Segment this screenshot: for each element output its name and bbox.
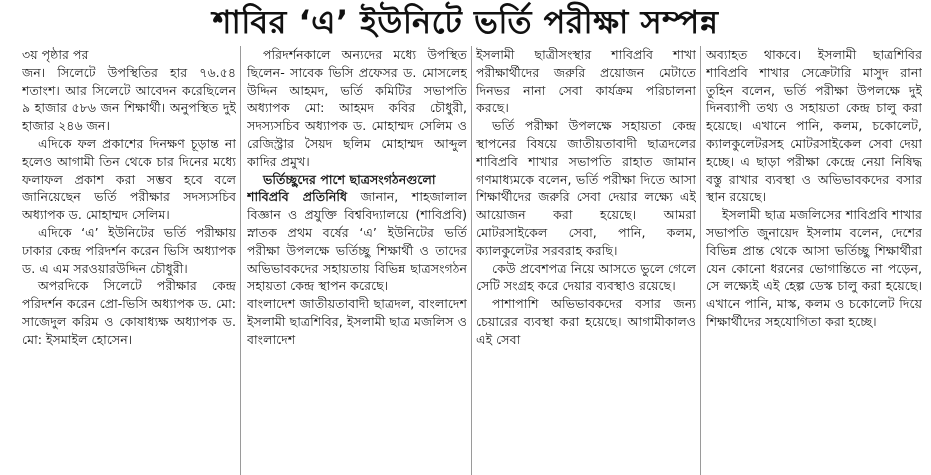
column-4 [706,46,922,475]
paragraph: ভর্তি পরীক্ষা উপলক্ষে সহায়তা কেন্দ্র স্থাপনের বিষয়ে জাতীয়তাবাদী ছাত্রদলের শাবিপ্রবি শাখার সভাপতি রাহাত জামান গণমাধ্যমকে বলেন, ভর্তি পরীক্ষা দিতে আসা শিক্ষার্থীদের জরুরি সেবা দেয়ার লক্ষ্যে এই আয়োজন করা হয়েছে। আমরা মোটরসাইকেল সেবা, পানি, কলম, ক্যালকুলেটর সরবরাহ করছি। [476,118,696,258]
sub-headline: ভর্তিচ্ছুদের পাশে ছাত্রসংগঠনগুলো [263,171,436,187]
paragraph: জন। সিলেটে উপস্থিতির হার ৭৬.৫৪ শতাংশ। আর সিলেটে আবেদন করেছিলেন ৯ হাজার ৫৮৬ জন শিক্ষার্থী। অনুপস্থিত দুই হাজার ২৪৬ জন। [22,64,236,134]
paragraph: এদিকে ফল প্রকাশের দিনক্ষণ চূড়ান্ত না হলেও আগামী তিন থেকে চার দিনের মধ্যে ফলাফল প্রকাশ করা সম্ভব হবে বলে জানিয়েছেন ভর্তি পরীক্ষার সদস্যসচিব অধ্যাপক ড. মোহাম্মদ সেলিম। [22,135,236,223]
article-body [0,46,931,475]
column-2 [247,46,467,475]
column-divider [240,46,241,475]
continued-from: ৩য় পৃষ্ঠার পর [22,47,89,62]
column-divider [700,46,701,475]
paragraph: পাশাপাশি অভিভাবকদের বসার জন্য চেয়ারের ব্যবস্থা করা হয়েছে। আগামীকালও এই সেবা [476,296,696,347]
paragraph: অব্যাহত থাকবে। ইসলামী ছাত্রশিবির শাবিপ্রবি শাখার সেক্রেটারি মাসুদ রানা তুহিন বলেন, ভর্তি পরীক্ষা উপলক্ষে দুই দিনব্যাপী তথ্য ও সহায়তা কেন্দ্র চালু করা হয়েছে। এখানে পানি, কলম, চকোলেট, ক্যালকুলেটরসহ মোটরসাইকেল সেবা দেয়া হচ্ছে। এ ছাড়া পরীক্ষা কেন্দ্রে নেয়া নিষিদ্ধ বস্তু রাখার ব্যবস্থা ও অভিভাবকদের বসার স্থান রয়েছে। [706,47,922,205]
paragraph [247,188,467,295]
column-1 [22,46,236,475]
paragraph-text: জানান, শাহজালাল বিজ্ঞান ও প্রযুক্তি বিশ্ববিদ্যালয়ে (শাবিপ্রবি) স্নাতক প্রথম বর্ষের ‘এ’ ইউনিটের ভর্তি পরীক্ষা উপলক্ষে ভর্তিচ্ছু শিক্ষার্থী ও তাদের অভিভাবকদের সহায়তায় বিভিন্ন ছাত্রসংগঠন সহায়তা কেন্দ্র স্থাপন করেছে। [247,189,467,294]
headline: শাবির ‘এ’ ইউনিটে ভর্তি পরীক্ষা সম্পন্ন [212,3,719,41]
dateline: শাবিপ্রবি প্রতিনিধি [247,189,347,205]
paragraph: কেউ প্রবেশপত্র নিয়ে আসতে ভুলে গেলে সেটি সংগ্রহ করে দেয়ার ব্যবস্থাও রয়েছে। [476,260,696,294]
paragraph: ইসলামী ছাত্র মজলিসের শাবিপ্রবি শাখার সভাপতি জুনায়েদ ইসলাম বলেন, দেশের বিভিন্ন প্রান্ত থেকে আসা ভর্তিচ্ছু শিক্ষার্থীরা যেন কোনো ধরনের ভোগান্তিতে না পড়েন, সে লক্ষ্যেই এই হেল্প ডেস্ক চালু করা হয়েছে। এখানে পানি, মাস্ক, কলম ও চকোলেট দিয়ে শিক্ষার্থীদের সহযোগিতা করা হচ্ছে। [706,207,922,329]
column-divider [471,46,472,475]
paragraph: অপরদিকে সিলেটে পরীক্ষার কেন্দ্র পরিদর্শন করেন প্রো-ভিসি অধ্যাপক ড. মো: সাজেদুল করিম ও কোষাধ্যক্ষ অধ্যাপক ড. মো: ইসমাইল হোসেন। [22,278,236,347]
paragraph: ইসলামী ছাত্রীসংস্থার শাবিপ্রবি শাখা পরীক্ষার্থীদের জরুরি প্রয়োজন মেটাতে দিনভর নানা সেবা কার্যক্রম পরিচালনা করছে। [476,47,696,116]
paragraph: এদিকে ‘এ’ ইউনিটের ভর্তি পরীক্ষায় ঢাকার কেন্দ্র পরিদর্শন করেন ভিসি অধ্যাপক ড. এ এম সরওয়ারউদ্দিন চৌধুরী। [22,224,236,276]
paragraph: পরিদর্শনকালে অন্যদের মধ্যে উপস্থিত ছিলেন- সাবেক ভিসি প্রফেসর ড. মোসলেহ উদ্দিন আহমদ, ভর্তি কমিটির সভাপতি অধ্যাপক মো: আহমদ কবির চৌধুরী, সদস্যসচিব অধ্যাপক ড. মোহাম্মদ সেলিম ও রেজিস্ট্রার সৈয়দ ছলিম মোহাম্মদ আব্দুল কাদির প্রমুখ। [247,47,467,169]
paragraph: বাংলাদেশ জাতীয়তাবাদী ছাত্রদল, বাংলাদেশ ইসলামী ছাত্রশিবির, ইসলামী ছাত্র মজলিস ও বাংলাদেশ [247,296,467,347]
column-3 [476,46,696,475]
